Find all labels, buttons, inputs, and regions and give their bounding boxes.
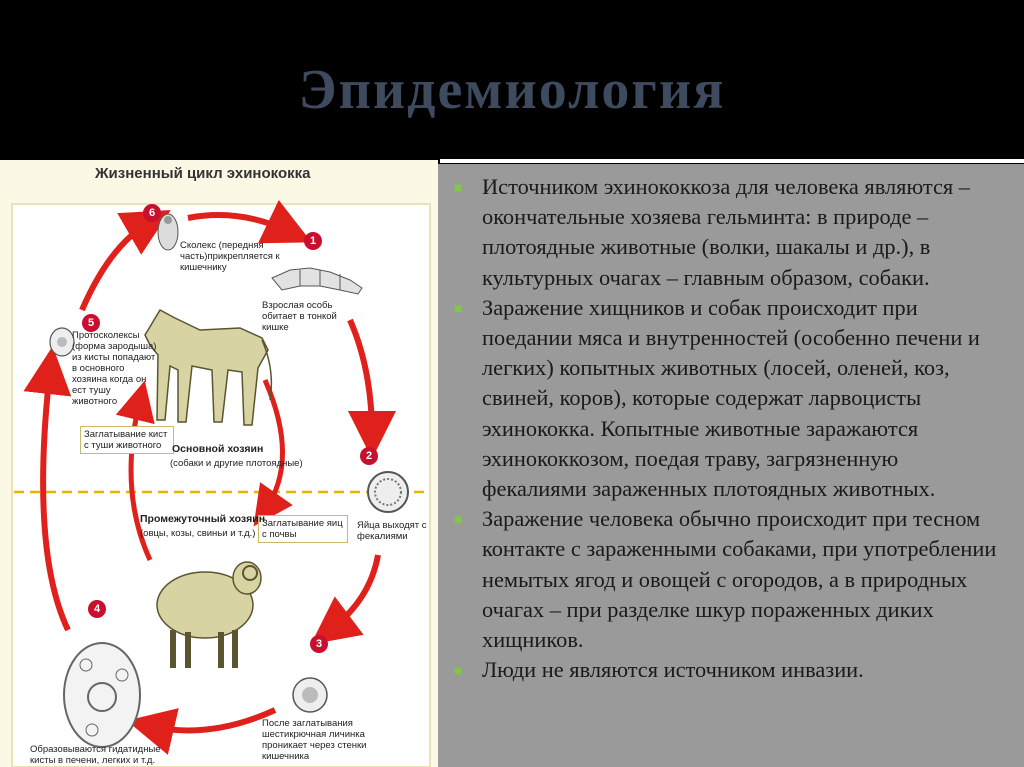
stage6-label: Сколекс (передняя часть)прикрепляется к кишечнику [180, 240, 280, 273]
bullet-item [452, 655, 1002, 685]
bullet-marker-icon: ■ [454, 301, 463, 317]
bullet-text: Заражение хищников и собак происходит при поедании мяса и внутренностей (особенно печени и легких) копытных животных (лосей, оленей, коз, свиней, коров), которые содержат ларвоцисты эхинококка. Копытные животные заражаются эхинококкозом, поедая траву, загрязненную фекалиями зараженных плотоядных животных. [482, 294, 980, 502]
stage3-label: После заглатывания шестикрючная личинка проникает через стенки кишечника [262, 718, 367, 762]
life-cycle-diagram [0, 160, 438, 767]
protoscolex-illustration [50, 328, 74, 356]
stage4-label: Образовываются гидатидные кисты в печени, легких и т.д. [30, 744, 161, 766]
bullet-item [452, 172, 1002, 293]
stage2-label: Яйца выходят с фекалиями [357, 520, 427, 542]
bullet-text: Заражение человека обычно происходит при тесном контакте с зараженными собаками, при употреблении немытых ягод и овощей с огородов, а в природных очагах – при разделке шкур пораженных диких хищников. [482, 506, 997, 653]
stage-number-2: 2 [360, 447, 378, 465]
definitive-host-note: (собаки и другие плотоядные) [170, 458, 303, 469]
bullet-item [452, 293, 1002, 504]
stage5-label: Протосколексы (форма зародыша) из кисты попадают в основного хозяина когда он ест тушу животного [72, 330, 157, 407]
bullet-item [452, 504, 1002, 655]
stage1-label: Взрослая особь обитает в тонкой кишке [262, 300, 337, 333]
scolex-illustration [158, 214, 178, 250]
bullet-text: Люди не являются источником инвазии. [482, 657, 864, 683]
stage-number-1: 1 [304, 232, 322, 250]
intermediate-host-title: Промежуточный хозяин [140, 513, 266, 525]
cyst-ingestion-box: Заглатывание кист с туши животного [80, 426, 174, 454]
bullet-text: Источником эхинококкоза для человека являются – окончательные хозяева гельминта: в природе – плотоядные животные (волки, шакалы и др.), в культурных очагах – главным образом, собаки. [482, 174, 970, 290]
diagram-title: Жизненный цикл эхинококка [95, 165, 311, 182]
stage-number-4: 4 [88, 600, 106, 618]
bullet-marker-icon: ■ [454, 664, 463, 680]
bullet-marker-icon: ■ [454, 181, 463, 196]
egg-illustration [368, 472, 408, 512]
intermediate-host-note: (овцы, козы, свиньи и т.д.) [140, 528, 256, 539]
larva-illustration [293, 678, 327, 712]
definitive-host-title: Основной хозяин [172, 443, 264, 455]
stage-number-3: 3 [310, 635, 328, 653]
stage-number-6: 6 [143, 204, 161, 222]
egg-ingestion-box: Заглатывание яиц с почвы [258, 515, 348, 543]
slide-title: Эпидемиология [298, 59, 726, 121]
hydatid-cyst-illustration [64, 643, 140, 747]
title-divider [440, 159, 1024, 163]
stage-number-5: 5 [82, 314, 100, 332]
bullet-marker-icon: ■ [454, 513, 463, 529]
text-panel [438, 164, 1024, 767]
